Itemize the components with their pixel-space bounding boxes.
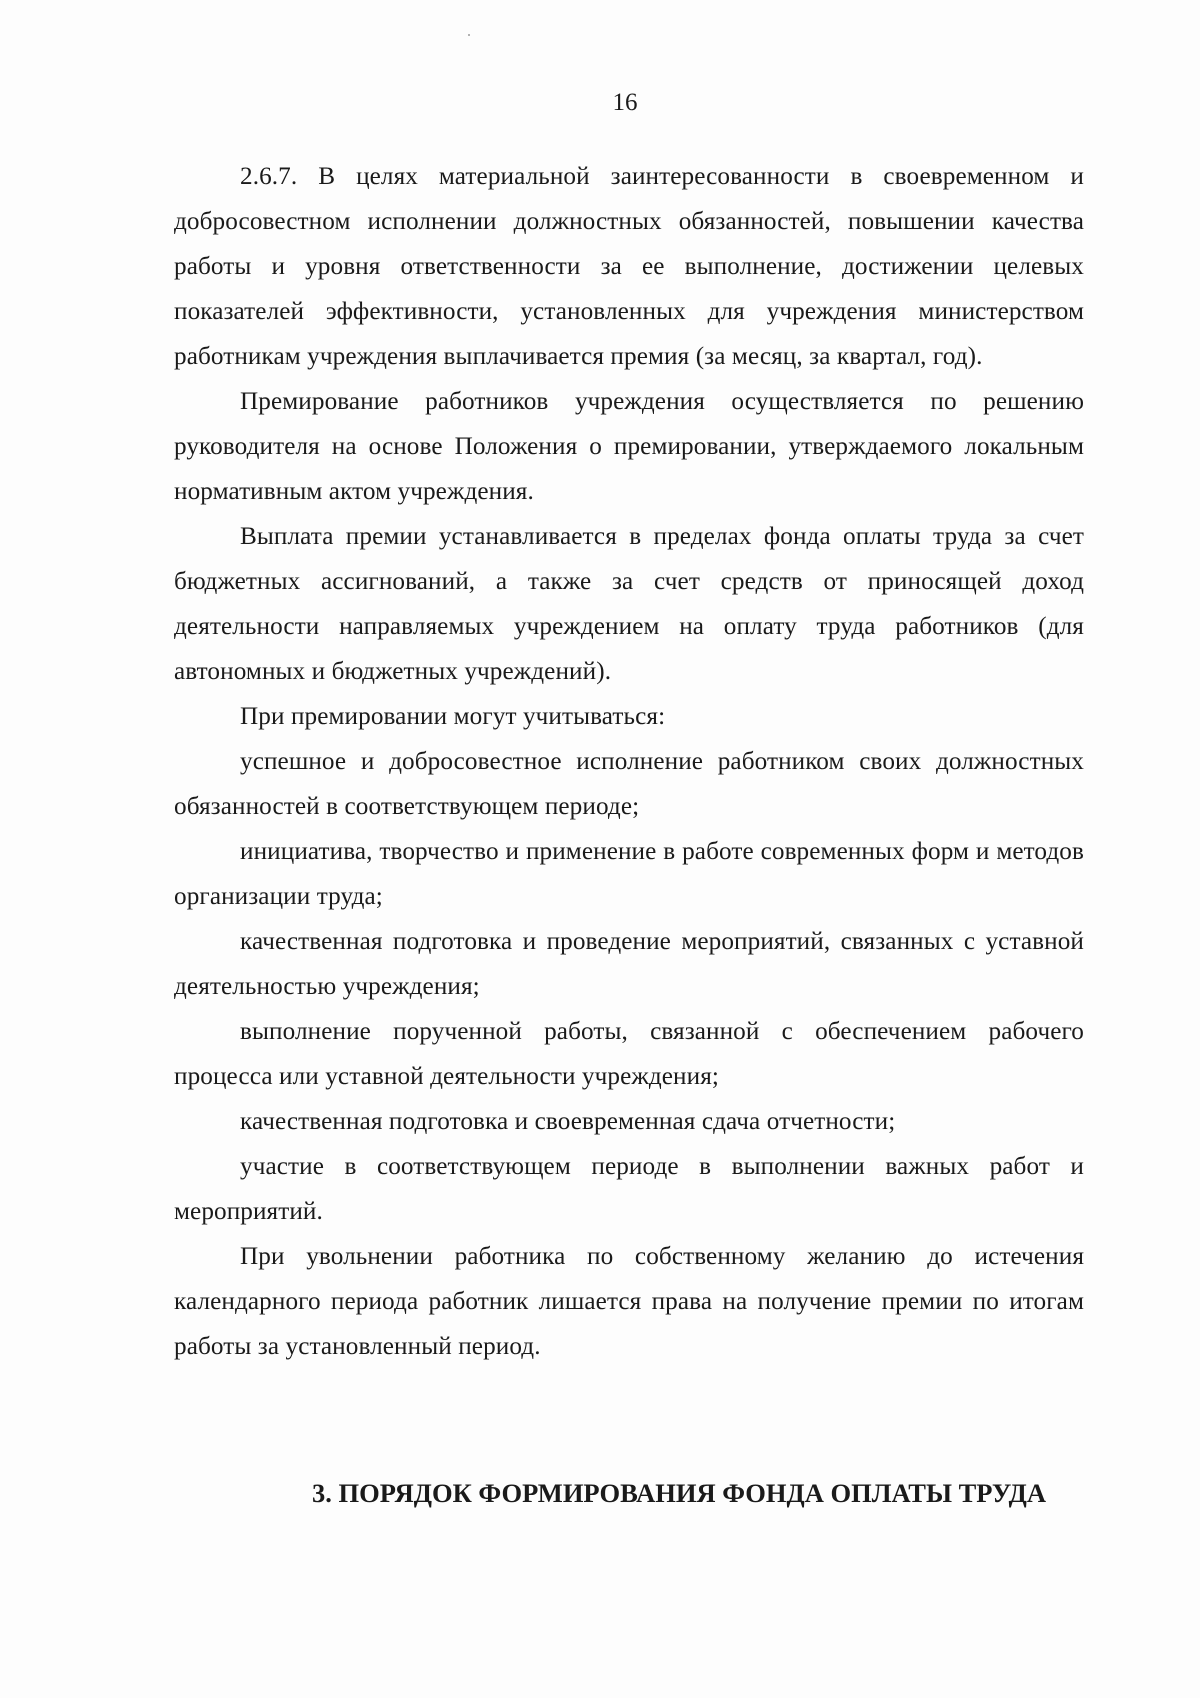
paragraph-bonus-funding: Выплата премии устанавливается в пределах фонда оплаты труда за счет бюджетных ассигнований, а также за счет средств от приносящей доход деятельности направляемых учреждением на оплату труда работников (для автономных и бюджетных учреждений).	[174, 523, 1084, 685]
paragraph-dismissal: При увольнении работника по собственному желанию до истечения календарного периода работник лишается права на получение премии по итогам работы за установленный период.	[174, 1243, 1084, 1360]
paragraph-bonus-procedure: Премирование работников учреждения осуществляется по решению руководителя на основе Положения о премировании, утверждаемого локальным нормативным актом учреждения.	[174, 388, 1084, 505]
scan-artifact	[468, 34, 470, 36]
section-heading: 3. ПОРЯДОК ФОРМИРОВАНИЯ ФОНДА ОПЛАТЫ ТРУДА	[312, 1478, 1046, 1508]
criteria-item: качественная подготовка и своевременная сдача отчетности;	[240, 1108, 896, 1135]
criteria-item: успешное и добросовестное исполнение работником своих должностных обязанностей в соответствующем периоде;	[174, 748, 1084, 820]
paragraph-criteria-intro: При премировании могут учитываться:	[240, 703, 666, 730]
criteria-item: качественная подготовка и проведение мероприятий, связанных с уставной деятельностью учреждения;	[174, 928, 1084, 1000]
page-number: 16	[612, 89, 638, 116]
body-text	[174, 154, 1084, 1369]
paragraph-2-6-7: 2.6.7. В целях материальной заинтересованности в своевременном и добросовестном исполнении должностных обязанностей, повышении качества работы и уровня ответственности за ее выполнение, достижении целевых показателей эффективности, установленных для учреждения министерством работникам учреждения выплачивается премия (за месяц, за квартал, год).	[174, 163, 1084, 370]
criteria-item: инициатива, творчество и применение в работе современных форм и методов организации труда;	[174, 838, 1084, 910]
criteria-item: участие в соответствующем периоде в выполнении важных работ и мероприятий.	[174, 1153, 1084, 1225]
criteria-item: выполнение порученной работы, связанной с обеспечением рабочего процесса или уставной деятельности учреждения;	[174, 1018, 1084, 1090]
